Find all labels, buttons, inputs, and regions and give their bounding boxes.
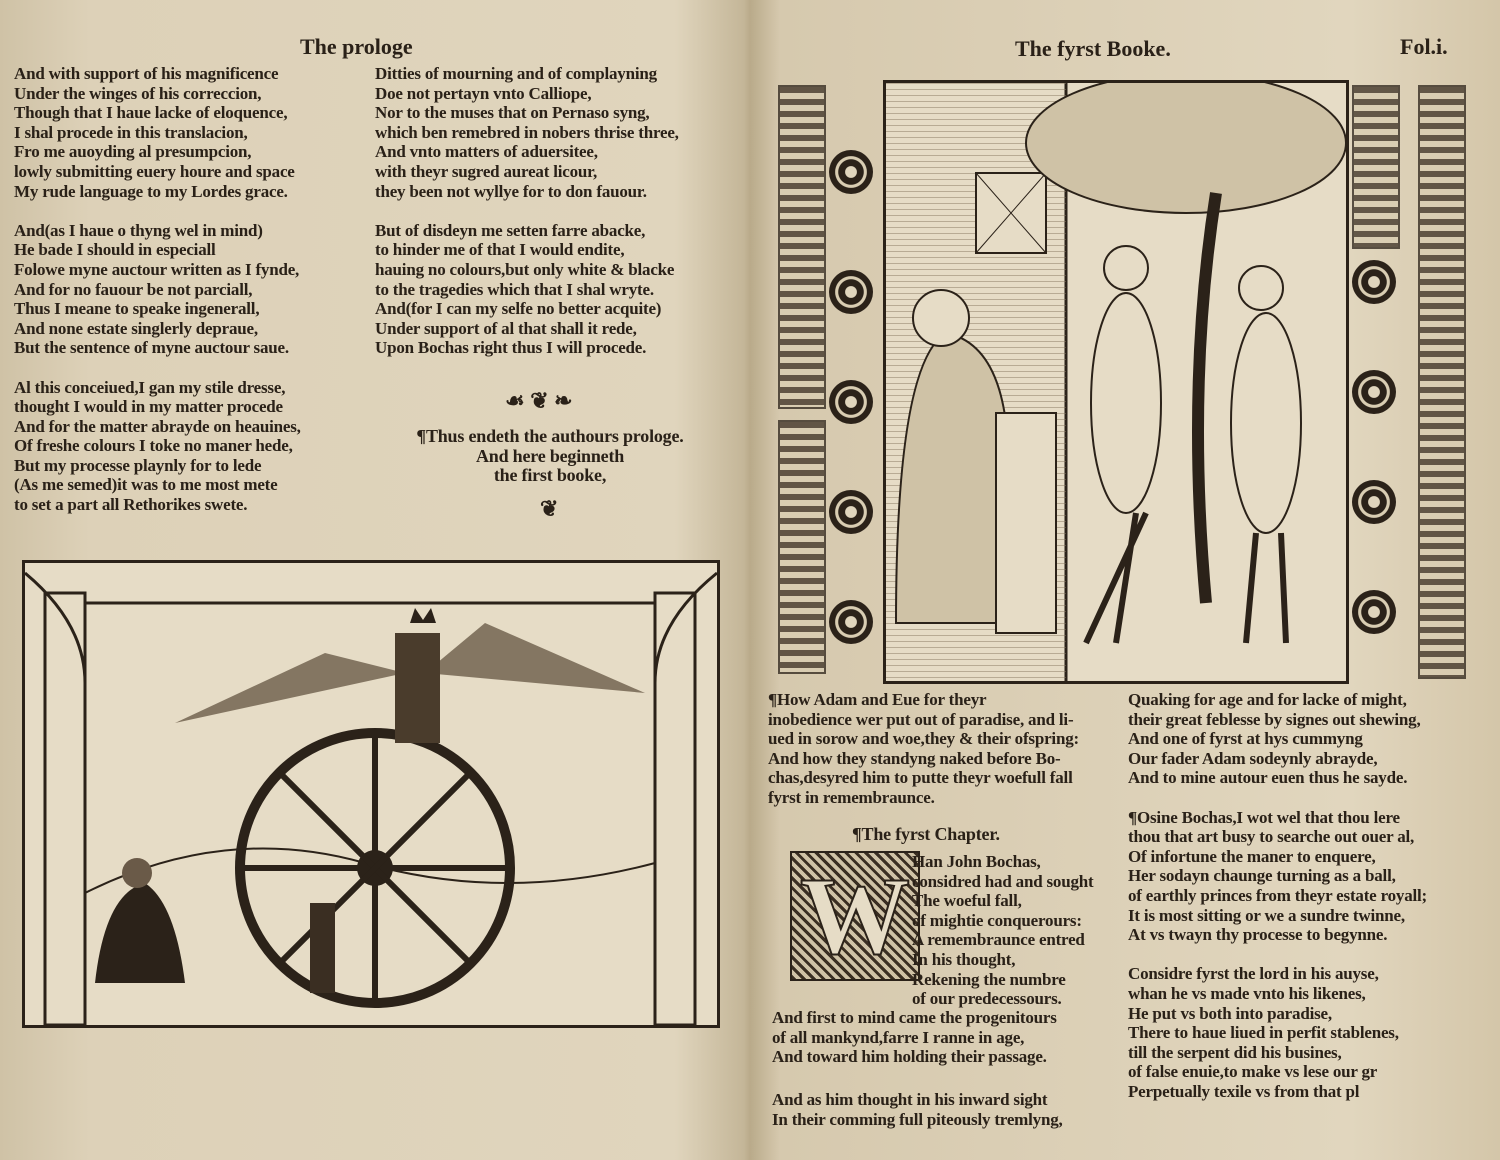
colophon-line: ¶Thus endeth the authours prologe. <box>416 426 684 446</box>
verse-line: But of disdeyn me setten farre abacke, <box>375 220 646 240</box>
text-line: considred had and sought <box>912 871 1094 891</box>
text-line: And first to mind came the progenitours <box>772 1008 1057 1027</box>
verse-line: But my processe playnly for to lede <box>14 455 262 475</box>
chapter-text <box>772 1008 1057 1067</box>
woodcut-adam-and-eve-with-bochas <box>883 80 1349 684</box>
stanza-gap <box>14 201 301 221</box>
prologue-colophon <box>380 427 720 486</box>
verse-line: And none estate singlerly depraue, <box>14 318 258 338</box>
decorative-border-right <box>1418 85 1466 679</box>
folio-number: Fol.i. <box>1400 34 1448 59</box>
rosette-ornament <box>1352 480 1396 524</box>
chapter-text-continued <box>772 1090 1063 1129</box>
wheel-of-fortune-illustration <box>25 563 717 1025</box>
stanza-gap <box>1128 788 1427 808</box>
stanza-gap <box>1128 945 1427 965</box>
right-column-2 <box>1128 690 1427 1101</box>
text-line: In his thought, <box>912 949 1016 969</box>
rosette-ornament <box>829 380 873 424</box>
verse-line: Under the winges of his correccion, <box>14 83 262 103</box>
verse-line: ¶Osine Bochas,I wot wel that thou lere <box>1128 807 1400 827</box>
stanza-gap <box>14 358 301 378</box>
printers-ornament: ☙ ❦ ❧ <box>505 388 573 413</box>
verse-line: And to mine autour euen thus he sayde. <box>1128 768 1408 788</box>
verse-line: I shal procede in this translacion, <box>14 122 248 142</box>
verse-line: Folowe myne auctour written as I fynde, <box>14 259 300 279</box>
rosette-ornament <box>829 490 873 534</box>
verse-line: to set a part all Rethorikes swete. <box>14 495 248 515</box>
verse-line: And with support of his magnificence <box>14 64 279 83</box>
decorative-border-left <box>778 85 826 409</box>
verse-line: hauing no colours,but only white & blacke <box>375 259 675 279</box>
verse-line: There to haue liued in perfit stablenes, <box>1128 1023 1399 1043</box>
verse-line: Quaking for age and for lacke of might, <box>1128 690 1407 709</box>
text-line: And toward him holding their passage. <box>772 1047 1047 1067</box>
text-line: The woeful fall, <box>912 891 1022 911</box>
verse-line: Fro me auoyding al presumpcion, <box>14 142 252 162</box>
verse-line: Her sodayn chaunge turning as a ball, <box>1128 866 1396 886</box>
rosette-ornament <box>1352 590 1396 634</box>
text-line: Rekening the numbre <box>912 969 1066 989</box>
rosette-ornament <box>829 150 873 194</box>
left-running-header: The prologe <box>300 34 413 59</box>
decorated-initial <box>790 851 920 981</box>
verse-line: to the tragedies which that I shal wryte. <box>375 279 654 299</box>
text-line: fyrst in remembraunce. <box>768 787 935 807</box>
text-beside-initial <box>912 852 1094 1009</box>
text-line: of our predecessours. <box>912 989 1062 1009</box>
rosette-ornament <box>829 600 873 644</box>
verse-line: And vnto matters of aduersitee, <box>375 142 598 162</box>
chapter-summary <box>768 690 1079 808</box>
verse-line: till the serpent did his busines, <box>1128 1042 1342 1062</box>
verse-line: Doe not pertayn vnto Calliope, <box>375 83 592 103</box>
text-line: chas,desyred him to putte theyr woefull fall <box>768 768 1073 788</box>
left-column-1 <box>14 64 301 515</box>
verse-line: thou that art busy to searche out ouer al, <box>1128 827 1415 847</box>
verse-line: At vs twayn thy processe to begynne. <box>1128 925 1388 945</box>
text-line: inobedience wer put out of paradise, and li- <box>768 709 1074 729</box>
verse-line: Upon Bochas right thus I will procede. <box>375 338 647 358</box>
stanza-gap <box>375 201 679 221</box>
text-line: And how they standyng naked before Bo- <box>768 748 1061 768</box>
verse-line: Al this conceiued,I gan my stile dresse, <box>14 377 286 397</box>
woodcut-wheel-of-fortune <box>22 560 720 1028</box>
text-line: of mightie conquerours: <box>912 910 1082 930</box>
rosette-ornament <box>829 270 873 314</box>
text-line: ¶How Adam and Eue for theyr <box>768 690 987 709</box>
verse-line: Of infortune the maner to enquere, <box>1128 846 1376 866</box>
verse-line: It is most sitting or we a sundre twinne, <box>1128 905 1405 925</box>
colophon-line: And here beginneth <box>475 445 625 466</box>
verse-line: whan he vs made vnto his likenes, <box>1128 983 1366 1003</box>
verse-line: of earthly princes from theyr estate royall; <box>1128 885 1428 905</box>
verse-line: My rude language to my Lordes grace. <box>14 181 288 201</box>
text-line: ued in sorow and woe,they & their ofspring: <box>768 729 1079 749</box>
verse-line: to hinder me of that I would endite, <box>375 240 625 260</box>
verse-line: of false enuie,to make vs lese our gr <box>1128 1062 1378 1082</box>
verse-line: Though that I haue lacke of eloquence, <box>14 103 288 123</box>
verse-line: He put vs both into paradise, <box>1128 1003 1332 1023</box>
verse-line: He bade I should in especiall <box>14 240 216 260</box>
chapter-heading: ¶The fyrst Chapter. <box>852 824 1000 844</box>
verse-line: But the sentence of myne auctour saue. <box>14 338 289 358</box>
verse-line: Of freshe colours I toke no maner hede, <box>14 436 293 456</box>
text-line: And as him thought in his inward sight <box>772 1090 1048 1109</box>
verse-line: Thus I meane to speake ingenerall, <box>14 299 260 319</box>
left-column-2 <box>375 64 679 358</box>
verse-line: Ditties of mourning and of complayning <box>375 64 657 83</box>
verse-line: And(for I can my selfe no better acquite) <box>375 299 662 319</box>
verse-line: thought I would in my matter procede <box>14 397 283 417</box>
verse-line: Nor to the muses that on Pernaso syng, <box>375 103 650 123</box>
verse-line: Our fader Adam sodeynly abrayde, <box>1128 748 1378 768</box>
text-line: A remembraunce entred <box>912 930 1085 950</box>
decorative-border-right <box>1352 85 1400 249</box>
verse-line: Under support of al that shall it rede, <box>375 318 637 338</box>
text-line: In their comming full piteously tremlyng, <box>772 1109 1063 1129</box>
adam-and-eve-illustration <box>886 83 1346 681</box>
verse-line: which ben remebred in nobers thrise three, <box>375 122 679 142</box>
colophon-line: the first booke, <box>493 465 607 486</box>
verse-line: with theyr sugred aureat licour, <box>375 161 598 181</box>
verse-line: And(as I haue o thyng wel in mind) <box>14 220 263 240</box>
verse-line: their great feblesse by signes out shewing, <box>1128 709 1421 729</box>
verse-line: And for the matter abrayde on heauines, <box>14 416 301 436</box>
text-line: of all mankynd,farre I ranne in age, <box>772 1027 1025 1047</box>
verse-line: Perpetually texile vs from that pl <box>1128 1081 1360 1101</box>
verse-line: they been not wyllye for to don fauour. <box>375 181 647 201</box>
verse-line: And for no fauour be not parciall, <box>14 279 253 299</box>
decorative-border-left <box>778 420 826 674</box>
rosette-ornament <box>1352 370 1396 414</box>
verse-line: And one of fyrst at hys cummyng <box>1128 729 1363 749</box>
initial-letter: W <box>800 854 910 977</box>
text-line: Han John Bochas, <box>912 852 1041 871</box>
verse-line: (As me semed)it was to me most mete <box>14 475 278 495</box>
printers-ornament: ❦ <box>540 496 559 521</box>
rosette-ornament <box>1352 260 1396 304</box>
verse-line: lowly submitting euery houre and space <box>14 161 295 181</box>
verse-line: Considre fyrst the lord in his auyse, <box>1128 964 1379 984</box>
right-running-header: The fyrst Booke. <box>1015 36 1171 61</box>
